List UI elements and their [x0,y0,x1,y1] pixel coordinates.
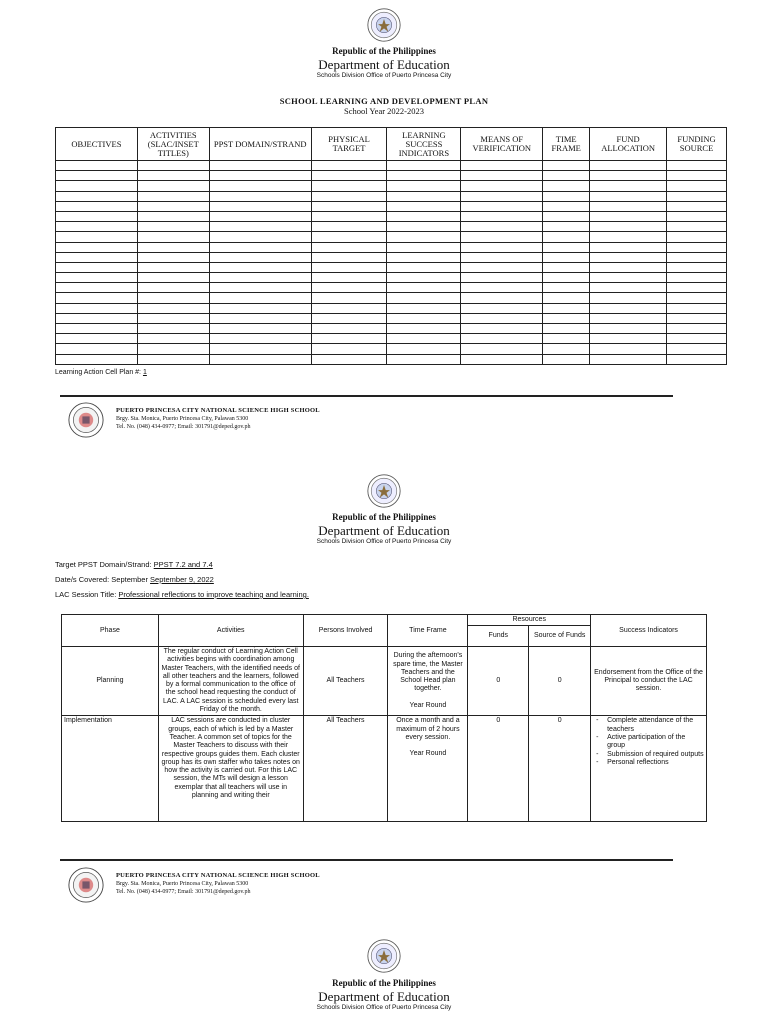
table-cell[interactable] [209,262,311,272]
lac-session-title: LAC Session Title: Professional reflections to improve teaching and learning. [55,590,309,599]
division-text: Schools Division Office of Puerto Princesa City [316,538,452,545]
table-cell[interactable] [56,273,138,283]
table-cell[interactable] [209,344,311,354]
col-success: Success Indicators [591,615,707,647]
table-row [56,313,727,323]
table-cell[interactable] [461,211,543,221]
table-cell[interactable] [311,303,387,313]
table-cell[interactable] [56,181,138,191]
sldp-col-6: TIME FRAME [543,128,590,161]
sldp-col-3: PHYSICAL TARGET [311,128,387,161]
table-row [56,324,727,334]
school-year: School Year 2022-2023 [343,106,425,116]
department-text: Department of Education [318,523,450,538]
table-cell[interactable] [311,334,387,344]
table-cell[interactable] [667,262,727,272]
division-text: Schools Division Office of Puerto Princesa City [316,1004,452,1011]
lac-plan-number-value: 1 [142,369,147,376]
table-row [56,293,727,303]
table-cell[interactable] [209,303,311,313]
table-cell[interactable] [56,262,138,272]
table-cell[interactable] [137,262,209,272]
table-cell[interactable] [56,211,138,221]
sldp-header-row [56,128,727,161]
table-cell[interactable] [543,334,590,344]
sldp-col-7: FUND ALLOCATION [590,128,667,161]
table-cell[interactable] [590,211,667,221]
table-cell[interactable] [137,222,209,232]
table-cell[interactable] [137,252,209,262]
table-cell[interactable] [56,324,138,334]
table-cell[interactable] [543,273,590,283]
table-cell[interactable] [137,283,209,293]
table-cell[interactable] [137,191,209,201]
republic-text: Republic of the Philippines [332,512,436,522]
table-cell[interactable] [667,222,727,232]
dates-covered: Date/s Covered: September September 9, 2022 [55,575,214,584]
table-row [62,716,707,822]
table-cell[interactable] [209,232,311,242]
table-cell[interactable] [387,354,461,364]
table-cell[interactable] [209,324,311,334]
table-cell[interactable] [137,242,209,252]
table-cell[interactable] [543,201,590,211]
row-persons: All Teachers [303,716,388,822]
school-name: PUERTO PRINCESA CITY NATIONAL SCIENCE HIGH SCHOOL [116,407,320,414]
table-cell[interactable] [137,324,209,334]
col-resources: Resources [468,615,591,626]
table-cell[interactable] [590,171,667,181]
table-cell[interactable] [311,191,387,201]
table-cell[interactable] [543,283,590,293]
table-cell[interactable] [461,232,543,242]
sldp-col-2: PPST DOMAIN/STRAND [209,128,311,161]
table-row [56,262,727,272]
table-cell[interactable] [56,222,138,232]
table-cell[interactable] [461,252,543,262]
table-cell[interactable] [590,262,667,272]
table-cell[interactable] [543,181,590,191]
table-cell[interactable] [56,354,138,364]
table-cell[interactable] [387,191,461,201]
table-cell[interactable] [56,201,138,211]
success-item: - Submission of required outputs [607,751,704,759]
footer-rule [60,859,673,861]
table-cell[interactable] [461,344,543,354]
table-cell[interactable] [667,273,727,283]
table-cell[interactable] [461,161,543,171]
table-cell[interactable] [209,181,311,191]
table-cell[interactable] [311,161,387,171]
table-cell[interactable] [56,242,138,252]
col-persons: Persons Involved [303,615,388,647]
table-cell[interactable] [590,283,667,293]
table-cell[interactable] [209,242,311,252]
table-row [56,171,727,181]
table-row [56,354,727,364]
table-cell[interactable] [543,262,590,272]
table-cell[interactable] [56,161,138,171]
table-cell[interactable] [209,354,311,364]
table-cell[interactable] [209,334,311,344]
success-item: - Complete attendance of the teachers [607,717,704,734]
row-activities: LAC sessions are conducted in cluster groups, each of which is led by a Master Teacher. A common set of topics for the Master Teachers to discuss with their respective groups guides them. Each cluster group has its own staffer who takes notes on how the activity is carried out. For this LAC session, the MTs will design a lesson exemplar that all teachers will use in planning and writing their [158,716,303,822]
table-cell[interactable] [590,222,667,232]
table-cell[interactable] [311,232,387,242]
table-cell[interactable] [667,252,727,262]
table-cell[interactable] [543,242,590,252]
table-cell[interactable] [387,201,461,211]
row-time-frame: Once a month and a maximum of 2 hours every session. Year Round [388,716,468,822]
school-contact: Tel. No. (048) 434-0977; Email: 301791@deped.gov.ph [116,424,251,430]
table-cell[interactable] [137,232,209,242]
table-cell[interactable] [590,313,667,323]
table-cell[interactable] [311,293,387,303]
table-cell[interactable] [56,232,138,242]
table-cell[interactable] [311,211,387,221]
table-row [56,201,727,211]
table-cell[interactable] [590,334,667,344]
school-seal-icon [68,867,104,903]
table-cell[interactable] [387,232,461,242]
table-cell[interactable] [461,324,543,334]
table-cell[interactable] [461,313,543,323]
table-cell[interactable] [543,232,590,242]
table-cell[interactable] [137,303,209,313]
table-cell[interactable] [387,242,461,252]
school-address: Brgy. Sta. Monica, Puerto Princesa City, Palawan 5300 [116,416,249,422]
table-row [56,303,727,313]
plan-title: SCHOOL LEARNING AND DEVELOPMENT PLAN [279,96,489,106]
table-cell[interactable] [209,313,311,323]
table-cell[interactable] [137,161,209,171]
table-cell[interactable] [543,211,590,221]
table-cell[interactable] [461,354,543,364]
table-cell[interactable] [387,273,461,283]
success-item: - Personal reflections [607,759,704,767]
table-row [56,242,727,252]
footer-rule [60,395,673,397]
table-cell[interactable] [56,303,138,313]
school-address: Brgy. Sta. Monica, Puerto Princesa City, Palawan 5300 [116,881,249,887]
deped-seal-icon [367,474,401,508]
table-cell[interactable] [311,181,387,191]
table-cell[interactable] [590,201,667,211]
table-cell[interactable] [311,242,387,252]
table-cell[interactable] [667,242,727,252]
table-cell[interactable] [387,283,461,293]
table-cell[interactable] [137,313,209,323]
table-cell[interactable] [667,201,727,211]
table-cell[interactable] [387,171,461,181]
table-cell[interactable] [137,211,209,221]
col-phase: Phase [62,615,159,647]
table-cell[interactable] [311,222,387,232]
table-cell[interactable] [209,283,311,293]
table-row [56,222,727,232]
table-cell[interactable] [590,344,667,354]
lac-plan-number: Learning Action Cell Plan #: 1 [55,369,147,376]
school-footer [68,867,388,907]
table-cell[interactable] [387,303,461,313]
col-activities: Activities [158,615,303,647]
table-row [56,273,727,283]
table-row [56,211,727,221]
table-cell[interactable] [56,283,138,293]
deped-seal-icon [367,939,401,973]
table-cell[interactable] [311,262,387,272]
table-cell[interactable] [667,283,727,293]
table-cell[interactable] [137,171,209,181]
table-row [56,344,727,354]
col-time-frame: Time Frame [388,615,468,647]
department-text: Department of Education [318,989,450,1004]
table-cell[interactable] [387,344,461,354]
sldp-col-4: LEARNING SUCCESS INDICATORS [387,128,461,161]
table-cell[interactable] [311,252,387,262]
table-cell[interactable] [461,303,543,313]
table-cell[interactable] [56,334,138,344]
col-source: Source of Funds [529,626,591,647]
col-funds: Funds [468,626,529,647]
table-cell[interactable] [590,324,667,334]
table-cell[interactable] [209,191,311,201]
table-cell[interactable] [137,181,209,191]
table-cell[interactable] [667,324,727,334]
table-cell[interactable] [209,293,311,303]
table-cell[interactable] [461,181,543,191]
table-cell[interactable] [543,252,590,262]
table-cell[interactable] [137,201,209,211]
table-row [56,232,727,242]
table-cell[interactable] [590,252,667,262]
table-cell[interactable] [137,293,209,303]
table-cell[interactable] [56,313,138,323]
republic-text: Republic of the Philippines [332,978,436,988]
row-phase: Planning [62,647,159,716]
table-cell[interactable] [311,344,387,354]
table-cell[interactable] [461,293,543,303]
row-persons: All Teachers [303,647,388,716]
table-cell[interactable] [311,171,387,181]
table-cell[interactable] [667,161,727,171]
table-cell[interactable] [590,181,667,191]
table-cell[interactable] [543,222,590,232]
table-cell[interactable] [667,191,727,201]
table-row [56,283,727,293]
table-cell[interactable] [461,201,543,211]
sldp-table [55,127,727,365]
lac-table [61,614,707,822]
table-row [56,252,727,262]
table-cell[interactable] [461,191,543,201]
table-cell[interactable] [387,211,461,221]
row-activities: The regular conduct of Learning Action Cell activities begins with coordination among Master Teachers, with the identified needs of all other teachers and the learners, followed by a formal communication to the office of the school head requesting the conduct of LAC. A LAC session is scheduled every last Friday of the month. [158,647,303,716]
table-cell[interactable] [461,222,543,232]
table-cell[interactable] [461,273,543,283]
table-cell[interactable] [461,242,543,252]
table-cell[interactable] [667,334,727,344]
table-cell[interactable] [543,191,590,201]
table-cell[interactable] [543,293,590,303]
table-cell[interactable] [209,273,311,283]
table-cell[interactable] [667,344,727,354]
table-row [56,181,727,191]
table-cell[interactable] [461,283,543,293]
row-funds: 0 [468,647,529,716]
table-cell[interactable] [461,334,543,344]
table-row [62,647,707,716]
table-cell[interactable] [137,273,209,283]
table-cell[interactable] [461,262,543,272]
table-cell[interactable] [543,171,590,181]
table-cell[interactable] [667,303,727,313]
table-cell[interactable] [543,344,590,354]
school-footer [68,402,388,442]
table-cell[interactable] [387,222,461,232]
table-cell[interactable] [311,354,387,364]
table-cell[interactable] [667,181,727,191]
success-list [593,717,704,767]
sldp-col-0: OBJECTIVES [56,128,138,161]
table-cell[interactable] [543,303,590,313]
table-cell[interactable] [137,354,209,364]
table-cell[interactable] [209,161,311,171]
table-cell[interactable] [387,324,461,334]
table-cell[interactable] [667,354,727,364]
table-cell[interactable] [590,303,667,313]
department-text: Department of Education [318,57,450,72]
table-row [56,334,727,344]
table-cell[interactable] [543,313,590,323]
table-cell[interactable] [137,344,209,354]
table-cell[interactable] [590,273,667,283]
row-phase: Implementation [62,716,159,822]
table-cell[interactable] [209,222,311,232]
table-cell[interactable] [137,334,209,344]
table-cell[interactable] [387,313,461,323]
table-cell[interactable] [590,232,667,242]
republic-text: Republic of the Philippines [332,46,436,56]
table-cell[interactable] [311,201,387,211]
table-cell[interactable] [590,354,667,364]
table-cell[interactable] [56,171,138,181]
table-cell[interactable] [387,161,461,171]
table-cell[interactable] [209,252,311,262]
table-cell[interactable] [56,191,138,201]
table-cell[interactable] [209,171,311,181]
table-cell[interactable] [387,181,461,191]
lac-header-row [62,615,707,626]
table-cell[interactable] [543,161,590,171]
table-cell[interactable] [543,324,590,334]
table-cell[interactable] [667,313,727,323]
division-text: Schools Division Office of Puerto Princesa City [316,72,452,79]
table-cell[interactable] [387,252,461,262]
row-source: 0 [529,716,591,822]
table-cell[interactable] [667,232,727,242]
row-time-frame: During the afternoon's spare time, the Master Teachers and the School Head plan together. Year Round [388,647,468,716]
table-cell[interactable] [543,354,590,364]
table-cell[interactable] [590,242,667,252]
table-cell[interactable] [590,293,667,303]
table-cell[interactable] [667,293,727,303]
school-name: PUERTO PRINCESA CITY NATIONAL SCIENCE HIGH SCHOOL [116,872,320,879]
table-cell[interactable] [387,334,461,344]
table-cell[interactable] [56,293,138,303]
row-success [591,716,707,822]
table-cell[interactable] [56,344,138,354]
table-cell[interactable] [387,293,461,303]
table-cell[interactable] [461,171,543,181]
table-row [56,191,727,201]
school-seal-icon [68,402,104,438]
table-cell[interactable] [667,211,727,221]
table-cell[interactable] [387,262,461,272]
row-funds: 0 [468,716,529,822]
table-cell[interactable] [209,211,311,221]
success-item: - Active participation of the group [607,734,704,751]
table-cell[interactable] [56,252,138,262]
table-cell[interactable] [311,273,387,283]
target-ppst: Target PPST Domain/Strand: PPST 7.2 and 7.4 [55,560,213,569]
table-cell[interactable] [590,191,667,201]
deped-seal-icon [367,8,401,42]
row-source: 0 [529,647,591,716]
school-contact: Tel. No. (048) 434-0977; Email: 301791@deped.gov.ph [116,889,251,895]
table-cell[interactable] [311,313,387,323]
table-cell[interactable] [209,201,311,211]
sldp-col-1: ACTIVITIES (SLAC/INSET TITLES) [137,128,209,161]
sldp-col-8: FUNDING SOURCE [667,128,727,161]
sldp-col-5: MEANS OF VERIFICATION [461,128,543,161]
table-row [56,161,727,171]
row-success: Endorsement from the Office of the Principal to conduct the LAC session. [591,647,707,716]
table-cell[interactable] [667,171,727,181]
table-cell[interactable] [590,161,667,171]
table-cell[interactable] [311,283,387,293]
table-cell[interactable] [311,324,387,334]
